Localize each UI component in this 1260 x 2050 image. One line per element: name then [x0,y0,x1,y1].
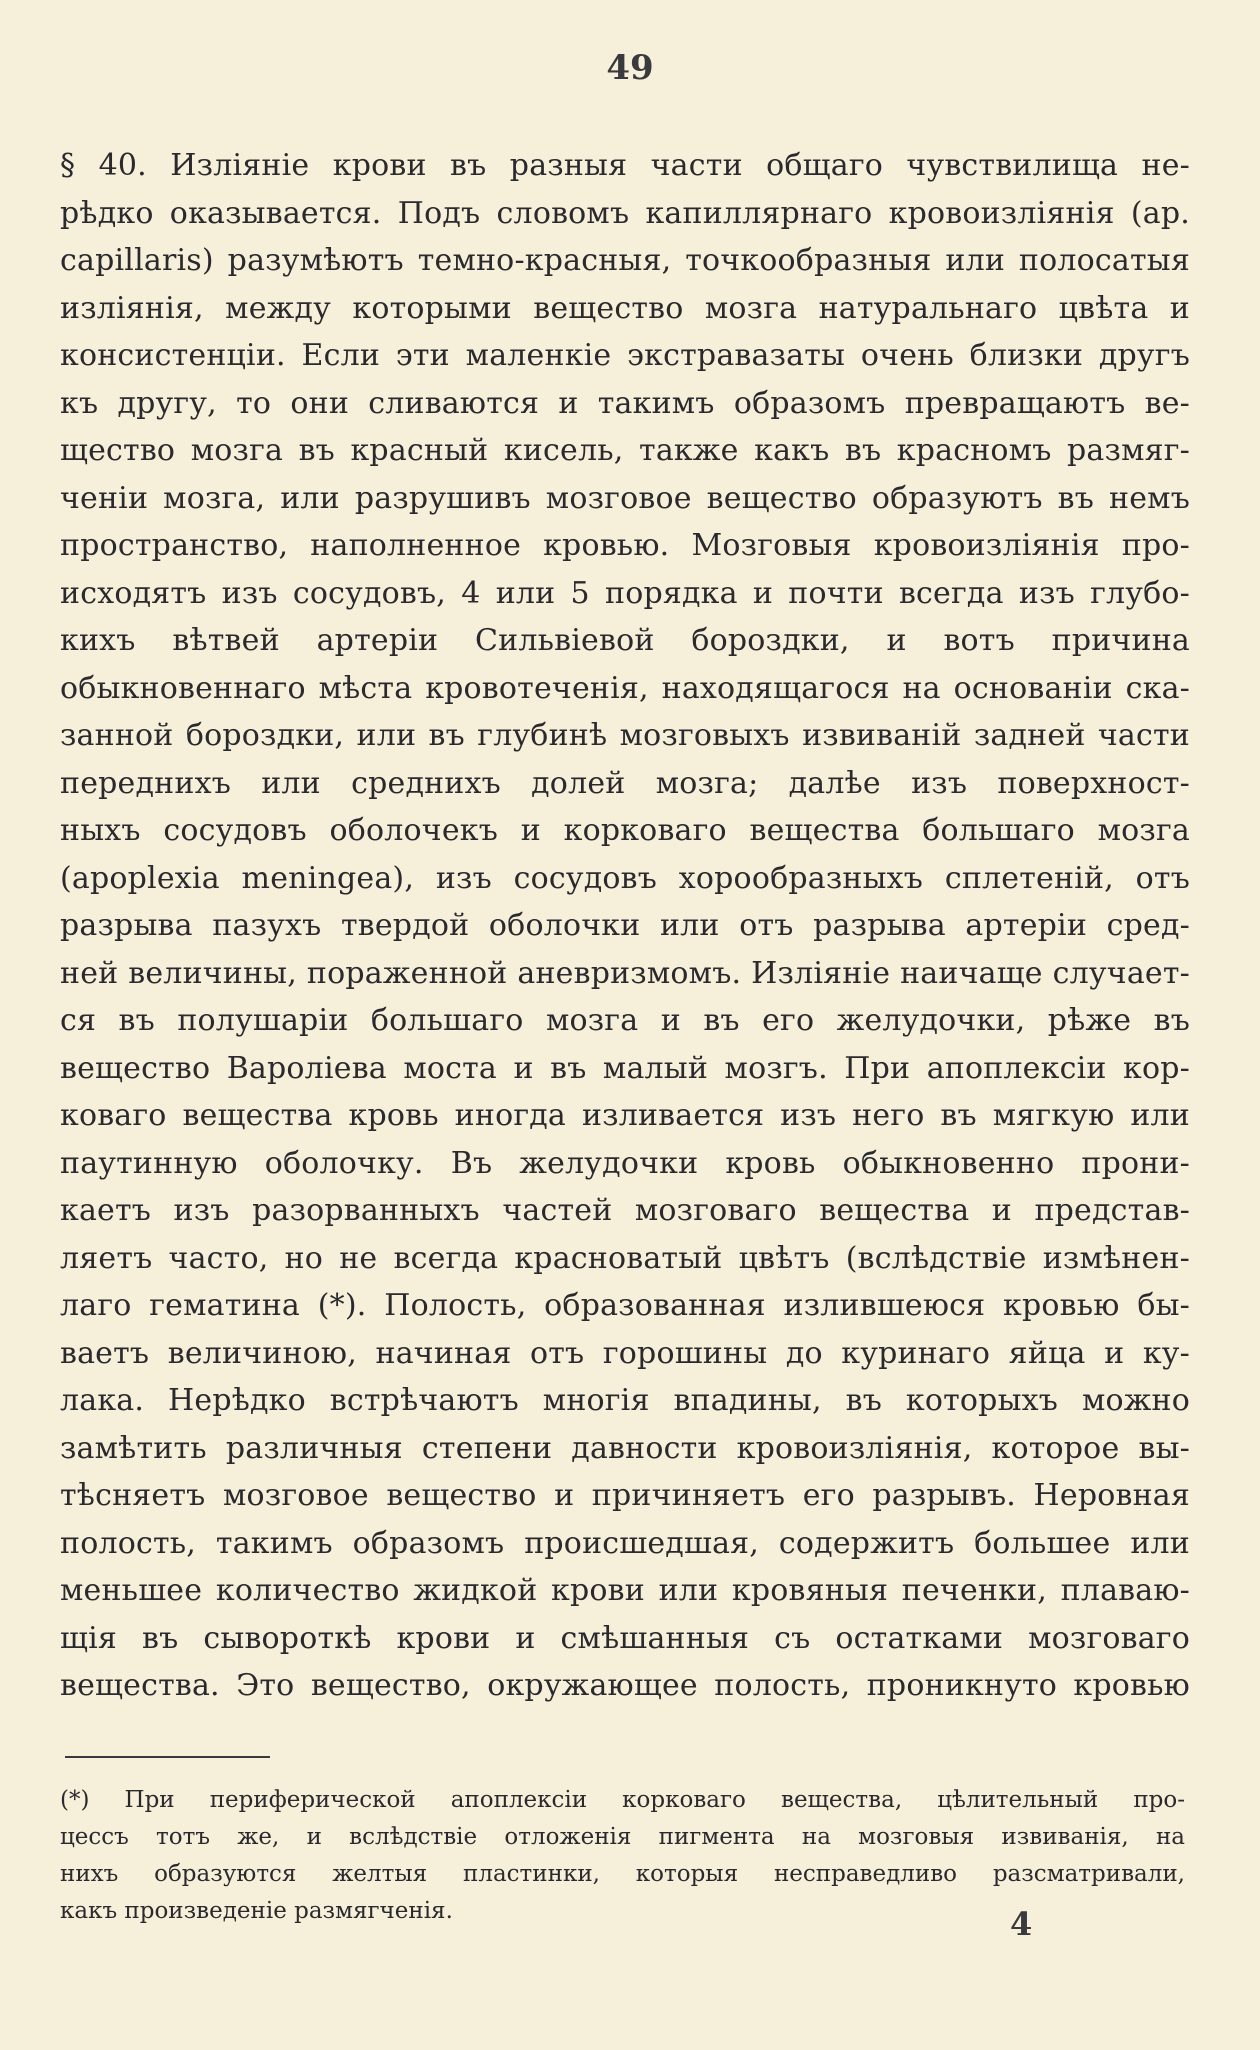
body-line: пространство, наполненное кровью. Мозговыя кровоизліянія про- [60,528,1190,563]
body-line: щество мозга въ красный кисель, также какъ въ красномъ размяг- [60,433,1190,468]
body-text [60,142,1190,1710]
body-line: изліянія, между которыми вещество мозга натуральнаго цвѣта и [60,290,1190,326]
body-line: каетъ изъ разорванныхъ частей мозговаго вещества и представ- [60,1193,1190,1228]
body-line: ней величины, пораженной аневризмомъ. Изліяніе наичаще случает- [60,955,1190,991]
body-line: консистенціи. Если эти маленкіе экстравазаты очень близки другъ [60,338,1190,373]
body-line: кихъ вѣтвей артеріи Сильвіевой бороздки, и вотъ причина [60,623,1190,658]
body-line: § 40. Изліяніе крови въ разныя части общаго чувствилища не- [60,148,1190,183]
body-line: ляетъ часто, но не всегда красноватый цвѣтъ (вслѣдствіе измѣнен- [60,1240,1190,1276]
body-line: ченіи мозга, или разрушивъ мозговое вещество образуютъ въ немъ [60,480,1190,516]
body-line: переднихъ или среднихъ долей мозга; далѣе изъ поверхност- [60,765,1190,801]
body-line: коваго вещества кровь иногда изливается изъ него въ мягкую или [60,1098,1190,1133]
footnote-line: нихъ образуются желтыя пластинки, которыя несправедливо разсматривали, [60,1861,1185,1887]
body-line: ныхъ сосудовъ оболочекъ и корковаго вещества большаго мозга [60,813,1190,848]
body-line: вещество Вароліева моста и въ малый мозгъ. При апоплексіи кор- [60,1050,1190,1086]
body-line: тѣсняетъ мозговое вещество и причиняетъ его разрывъ. Неровная [60,1478,1190,1513]
signature-mark: 4 [1010,1905,1033,1943]
body-line: исходятъ изъ сосудовъ, 4 или 5 порядка и почти всегда изъ глубо- [60,575,1190,611]
body-line: ся въ полушаріи большаго мозга и въ его желудочки, рѣже въ [60,1003,1190,1038]
body-line: рѣдко оказывается. Подъ словомъ капиллярнаго кровоизліянія (ар. [60,195,1190,231]
footnote-line: (*) При периферической апоплексіи корковаго вещества, цѣлительный про- [60,1787,1185,1813]
body-line: ваетъ величиною, начиная отъ горошины до куринаго яйца и ку- [60,1335,1190,1371]
body-line: лаго гематина (*). Полость, образованная излившеюся кровью бы- [60,1288,1190,1323]
page-number: 49 [606,48,654,88]
body-line: вещества. Это вещество, окружающее полость, проникнуто кровью [60,1668,1190,1703]
body-line: разрыва пазухъ твердой оболочки или отъ разрыва артеріи сред- [60,908,1190,943]
body-line: обыкновеннаго мѣста кровотеченія, находящагося на основаніи ска- [60,670,1190,706]
body-line: (apoplexia meningea), изъ сосудовъ хорообразныхъ сплетеній, отъ [60,860,1190,896]
body-line: щія въ сывороткѣ крови и смѣшанныя съ остатками мозговаго [60,1620,1190,1656]
body-line: паутинную оболочку. Въ желудочки кровь обыкновенно прони- [60,1145,1190,1181]
footnote-divider [65,1756,270,1758]
body-line: замѣтить различныя степени давности кровоизліянія, которое вы- [60,1430,1190,1466]
footnote-line: какъ произведеніе размягченія. [60,1898,453,1924]
body-line: лака. Нерѣдко встрѣчаютъ многія впадины, въ которыхъ можно [60,1383,1190,1418]
body-line: занной бороздки, или въ глубинѣ мозговыхъ извиваній задней части [60,718,1190,753]
footnote-line: цессъ тотъ же, и вслѣдствіе отложенія пигмента на мозговыя извиванія, на [60,1824,1185,1850]
body-line: полость, такимъ образомъ происшедшая, содержитъ большее или [60,1525,1190,1561]
body-line: capillaris) разумѣютъ темно-красныя, точкообразныя или полосатыя [60,243,1190,278]
body-line: меньшее количество жидкой крови или кровяныя печенки, плаваю- [60,1573,1190,1608]
body-line: къ другу, то они сливаются и такимъ образомъ превращаютъ ве- [60,385,1190,421]
